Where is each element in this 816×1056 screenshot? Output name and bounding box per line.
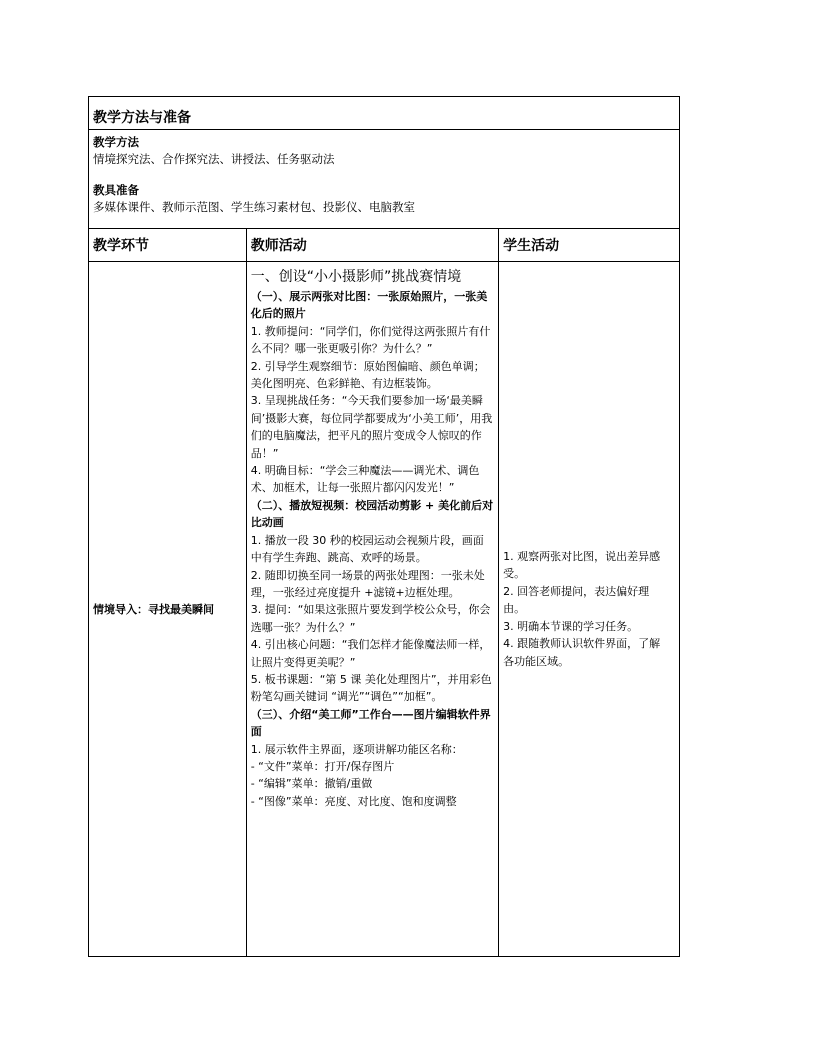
stage-name: 情境导入：寻找最美瞬间 <box>89 262 247 957</box>
teacher-activity-subheading: （二）、播放短视频：校园活动剪影 + 美化前后对比动画 <box>250 498 494 530</box>
teacher-activity-item: - “编辑”菜单：撤销/重做 <box>250 777 373 791</box>
teacher-activities <box>246 262 498 957</box>
teacher-activity-item: 2. 随即切换至同一场景的两张处理图：一张未处理，一张经过亮度提升 +滤镜+边框处理。 <box>250 568 485 599</box>
header-teacher: 教师活动 <box>246 229 498 262</box>
lesson-plan-table <box>88 96 680 957</box>
teacher-activity-subheading: （三）、介绍“美工师”工作台——图片编辑软件界面 <box>250 707 491 739</box>
student-activity-item: 3. 明确本节课的学习任务。 <box>503 619 639 633</box>
teacher-activity-item: 3. 呈现挑战任务：“今天我们要参加一场‘最美瞬间’摄影大赛，每位同学都要成为‘小美工师’，用我们的电脑魔法，把平凡的照片变成令人惊叹的作品！” <box>250 394 493 460</box>
teacher-activity-list <box>251 288 494 810</box>
teacher-activity-item: 3. 提问：“如果这张照片要发到学校公众号，你会选哪一张？为什么？” <box>250 603 491 634</box>
teacher-activity-item: 1. 展示软件主界面，逐项讲解功能区名称： <box>250 742 463 756</box>
section-title: 教学方法与准备 <box>89 97 680 130</box>
methods-and-tools <box>89 130 680 229</box>
student-activities <box>499 262 680 957</box>
teacher-activity-item: 4. 明确目标：“学会三种魔法——调光术、调色术、加框术，让每一张照片都闪闪发光！” <box>250 464 480 495</box>
teacher-activity-item: - “文件”菜单：打开/保存图片 <box>250 759 395 773</box>
methods-label: 教学方法 <box>93 135 139 149</box>
tools-label: 教具准备 <box>93 183 139 197</box>
student-activity-item: 2. 回答老师提问，表达偏好理由。 <box>503 584 650 616</box>
student-activity-list <box>503 548 671 670</box>
student-activity-item: 1. 观察两张对比图，说出差异感受。 <box>503 550 661 581</box>
methods-text: 情境探究法、合作探究法、讲授法、任务驱动法 <box>93 152 335 166</box>
header-stage: 教学环节 <box>89 229 247 262</box>
teacher-activity-item: 5. 板书课题：“第 5 课 美化处理图片”，并用彩色粉笔勾画关键词 “调光”“调色”“加框”。 <box>250 672 492 704</box>
teacher-activity-item: - “图像”菜单：亮度、对比度、饱和度调整 <box>250 794 457 808</box>
tools-text: 多媒体课件、教师示范图、学生练习素材包、投影仪、电脑教室 <box>93 200 415 214</box>
teacher-activity-item: 1. 播放一段 30 秒的校园运动会视频片段，画面中有学生奔跑、跳高、欢呼的场景。 <box>250 533 484 565</box>
lesson-plan-page <box>88 96 680 957</box>
teacher-activity-title: 一、创设“小小摄影师”挑战赛情境 <box>250 269 462 285</box>
teacher-activity-subheading: （一）、展示两张对比图：一张原始照片，一张美化后的照片 <box>250 290 488 321</box>
teacher-activity-item: 1. 教师提问：“同学们，你们觉得这两张照片有什么不同？哪一张更吸引你？为什么？” <box>250 324 491 356</box>
student-activity-item: 4. 跟随教师认识软件界面，了解各功能区域。 <box>503 637 661 668</box>
teacher-activity-item: 2. 引导学生观察细节：原始图偏暗、颜色单调；美化图明亮、色彩鲜艳、有边框装饰。 <box>250 359 485 391</box>
teacher-activity-item: 4. 引出核心问题：“我们怎样才能像魔法师一样，让照片变得更美呢？” <box>250 638 491 669</box>
header-student: 学生活动 <box>499 229 680 262</box>
